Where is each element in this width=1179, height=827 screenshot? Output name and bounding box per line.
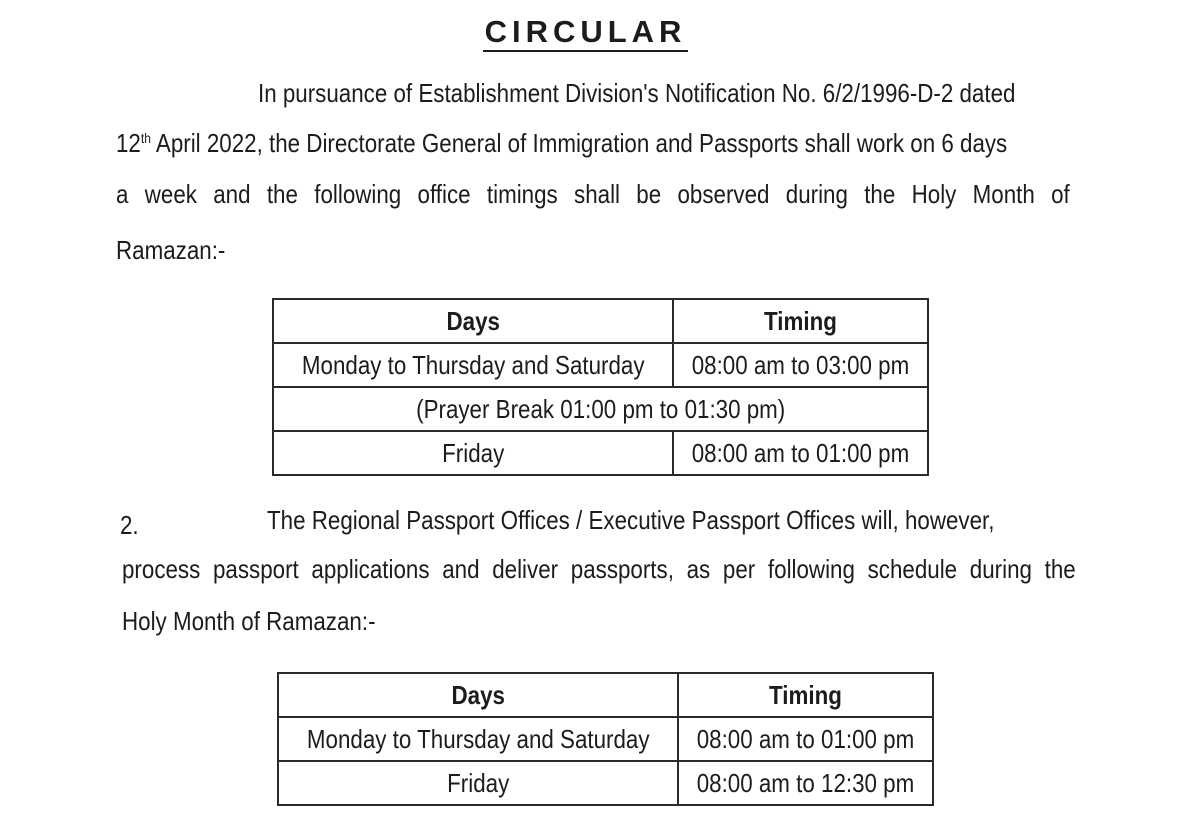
table2-row-weekdays: [278, 717, 933, 761]
table1-days-cell: Monday to Thursday and Saturday: [273, 343, 673, 387]
para1-ordinal: th: [140, 130, 151, 146]
table1-row-weekdays: [273, 343, 928, 387]
table2-timing-cell: 08:00 am to 12:30 pm: [678, 761, 933, 805]
para1-line3: a week and the following office timings shall be observed during the Holy Month of: [116, 179, 1070, 209]
table2-header-timing: Timing: [678, 673, 933, 717]
passport-schedule-table: [277, 672, 934, 806]
table1-days-cell: Friday: [273, 431, 673, 475]
table1-header-row: [273, 299, 928, 343]
table1-row-friday: [273, 431, 928, 475]
table2-timing-cell: 08:00 am to 01:00 pm: [678, 717, 933, 761]
title-text: CIRCULAR: [483, 14, 689, 52]
table2-days-cell: Friday: [278, 761, 678, 805]
office-timings-table: [272, 298, 929, 476]
table2-header-days: Days: [278, 673, 678, 717]
para1-day: 12: [116, 128, 141, 158]
table2-row-friday: [278, 761, 933, 805]
para1-line2: [116, 128, 1007, 159]
table1-prayer-break-cell: (Prayer Break 01:00 pm to 01:30 pm): [273, 387, 928, 431]
para2-line3: Holy Month of Ramazan:-: [122, 606, 376, 636]
para1-line2-rest: April 2022, the Directorate General of Immigration and Passports shall work on 6 days: [150, 128, 1008, 158]
para1-line1: In pursuance of Establishment Division's Notification No. 6/2/1996-D-2 dated: [258, 78, 1016, 108]
para1-line4: Ramazan:-: [116, 235, 226, 265]
para2-number: 2.: [120, 510, 139, 540]
table1-header-days: Days: [273, 299, 673, 343]
document-title: [0, 14, 1179, 52]
table2-header-row: [278, 673, 933, 717]
table1-header-timing: Timing: [673, 299, 928, 343]
para2-line2: process passport applications and deliver passports, as per following schedule during the: [122, 554, 1076, 584]
table1-timing-cell: 08:00 am to 03:00 pm: [673, 343, 928, 387]
table1-row-prayer-break: [273, 387, 928, 431]
table2-days-cell: Monday to Thursday and Saturday: [278, 717, 678, 761]
table1-timing-cell: 08:00 am to 01:00 pm: [673, 431, 928, 475]
para2-line1: The Regional Passport Offices / Executive Passport Offices will, however,: [267, 505, 995, 535]
